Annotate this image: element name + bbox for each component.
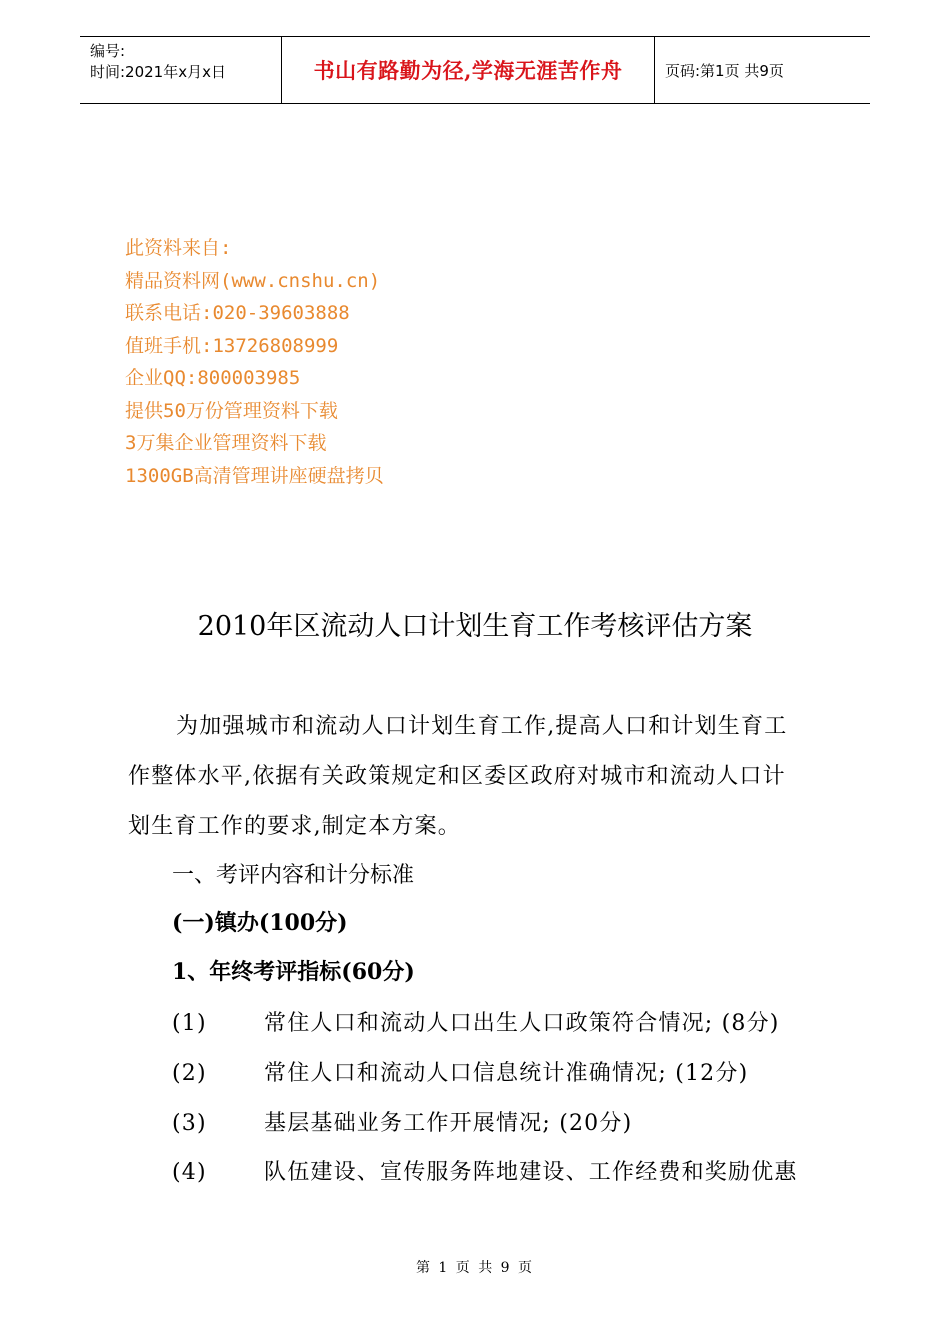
header-table: [80, 36, 870, 104]
intro-line: 划生育工作的要求,制定本方案。: [128, 814, 461, 839]
header-page-label: 页码:第1页 共9页: [665, 61, 784, 80]
source-line: 精品资料网(www.cnshu.cn): [125, 269, 381, 292]
list-item-number: (1): [172, 1011, 207, 1036]
document-title: 2010年区流动人口计划生育工作考核评估方案: [197, 611, 753, 642]
list-item: [172, 1106, 632, 1137]
list-item-text: 常住人口和流动人口出生人口政策符合情况; (8分): [264, 1011, 780, 1036]
list-item: [172, 1155, 798, 1186]
source-line: 企业QQ:800003985: [125, 367, 301, 389]
source-line: 联系电话:020-39603888: [125, 302, 350, 324]
number-label: 编号:: [90, 42, 126, 60]
section-heading: 一、考评内容和计分标准: [172, 863, 415, 888]
source-line: 此资料来自:: [125, 237, 232, 259]
list-item: [172, 1056, 748, 1087]
list-item-number: (3): [172, 1111, 207, 1136]
list-item-text: 队伍建设、宣传服务阵地建设、工作经费和奖励优惠: [264, 1160, 798, 1185]
intro-line: 为加强城市和流动人口计划生育工作,提高人口和计划生育工: [176, 714, 788, 739]
subsubsection-heading: 1、年终考评指标(60分): [172, 959, 415, 985]
intro-line: 作整体水平,依据有关政策规定和区委区政府对城市和流动人口计: [128, 764, 786, 789]
subsection-heading: (一)镇办(100分): [172, 910, 348, 936]
header-meta-cell: [80, 37, 282, 103]
list-item-text: 基层基础业务工作开展情况; (20分): [264, 1111, 633, 1136]
source-line: 值班手机:13726808999: [125, 334, 339, 357]
header-motto: 书山有路勤为径,学海无涯苦作舟: [282, 37, 655, 103]
list-item-number: (2): [172, 1061, 207, 1086]
list-item-text: 常住人口和流动人口信息统计准确情况; (12分): [264, 1061, 749, 1086]
source-line: 3万集企业管理资料下载: [125, 432, 327, 454]
time-label: 时间:2021年x月x日: [90, 63, 226, 81]
source-line: 提供50万份管理资料下载: [125, 399, 338, 422]
source-info-block: [125, 232, 384, 492]
source-line: 1300GB高清管理讲座硬盘拷贝: [125, 464, 384, 487]
list-item: [172, 1006, 780, 1037]
list-item-number: (4): [172, 1160, 207, 1185]
page-footer: 第 1 页 共 9 页: [415, 1260, 535, 1276]
intro-paragraph: [128, 702, 828, 852]
